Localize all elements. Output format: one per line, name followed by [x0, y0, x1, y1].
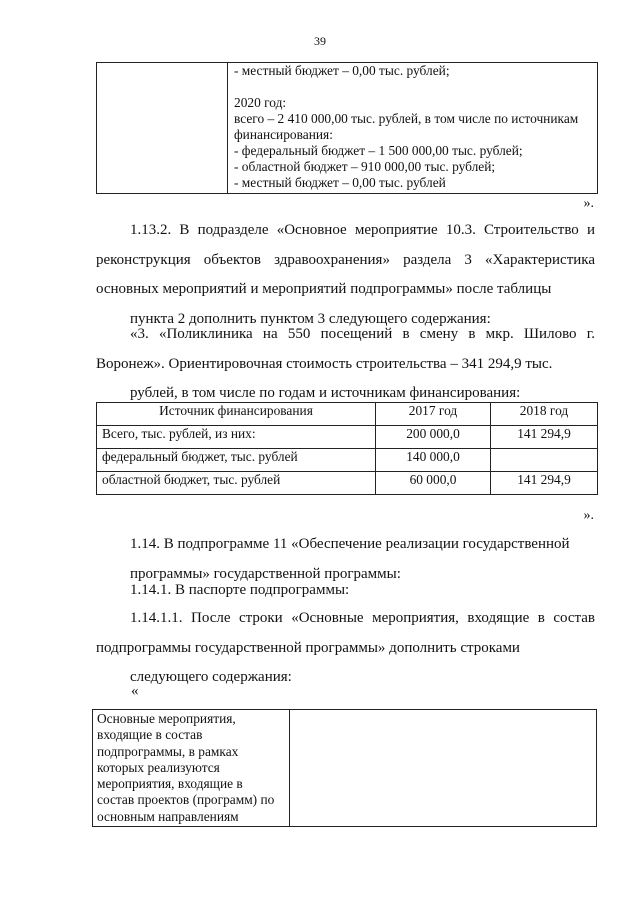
passport-row-value [290, 710, 597, 827]
paragraph-1-14-1-1-text: 1.14.1.1. После строки «Основные мероприятия, входящие в состав подпрограммы государственной программы» дополнить строками [96, 610, 595, 656]
header-2018: 2018 год [491, 403, 598, 426]
page-number: 39 [314, 34, 326, 48]
passport-row-label [93, 710, 290, 827]
passport-row-table [92, 709, 597, 827]
total-2020-line-cont: финансирования: [234, 127, 333, 142]
total-2020-line: всего – 2 410 000,00 тыс. рублей, в том числе по источникам [234, 111, 579, 126]
value-2017: 60 000,0 [376, 472, 491, 495]
paragraph-item-3-last: рублей, в том числе по годам и источникам финансирования: [130, 385, 521, 401]
label-line: которых реализуются [97, 759, 220, 775]
paragraph-1-14-text: 1.14. В подпрограмме 11 «Обеспечение реализации государственной [130, 536, 570, 552]
clinic-funding-table [96, 402, 598, 495]
funding-table-continuation [96, 62, 598, 194]
regional-2020-line: - областной бюджет – 910 000,00 тыс. рублей; [234, 159, 496, 174]
paragraph-1-14-1-1-last: следующего содержания: [130, 669, 292, 685]
paragraph-1-14-1-1 [96, 604, 595, 693]
paragraph-1-14-1: 1.14.1. В паспорте подпрограммы: [130, 582, 350, 598]
value-2018: 141 294,9 [491, 472, 598, 495]
closing-quote-2: ». [583, 508, 594, 523]
paragraph-item-3 [96, 320, 595, 409]
header-2017: 2017 год [376, 403, 491, 426]
value-2017: 140 000,0 [376, 449, 491, 472]
closing-quote: ». [583, 196, 594, 211]
value-2018 [491, 449, 598, 472]
row-label: Всего, тыс. рублей, из них: [97, 426, 376, 449]
row-label: областной бюджет, тыс. рублей [97, 472, 376, 495]
label-line: мероприятия, входящие в [97, 776, 243, 792]
label-line: Основные мероприятия, [97, 711, 236, 726]
value-2017: 200 000,0 [376, 426, 491, 449]
table-row [97, 426, 598, 449]
paragraph-1-13-2-last: пункта 2 дополнить пунктом 3 следующего содержания: [130, 310, 491, 327]
paragraph-1-14-last: программы» государственной программы: [130, 565, 401, 582]
label-line: подпрограммы, в рамках [97, 743, 239, 759]
label-line: основным направлениям [97, 808, 239, 824]
label-line: состав проектов (программ) по [97, 792, 275, 808]
table-row [97, 472, 598, 495]
opening-quote: « [131, 683, 139, 699]
local-2020-line: - местный бюджет – 0,00 тыс. рублей [234, 175, 446, 190]
local-budget-2019-line: - местный бюджет – 0,00 тыс. рублей; [234, 63, 450, 78]
paragraph-1-13-2 [96, 216, 595, 334]
year-2020-label: 2020 год: [234, 95, 287, 110]
label-line: входящие в состав [97, 727, 203, 743]
federal-2020-line: - федеральный бюджет – 1 500 000,00 тыс. рублей; [234, 143, 523, 158]
header-source: Источник финансирования [97, 403, 376, 426]
table-row [97, 449, 598, 472]
value-2018: 141 294,9 [491, 426, 598, 449]
funding-details-cell [228, 63, 598, 194]
row-label: федеральный бюджет, тыс. рублей [97, 449, 376, 472]
empty-label-cell [97, 63, 228, 194]
paragraph-item-3-text: «3. «Поликлиника на 550 посещений в смену в мкр. Шилово г. Воронеж». Ориентировочная стоимость строительства – 341 294,9 тыс. [96, 326, 595, 372]
paragraph-1-13-2-text: 1.13.2. В подразделе «Основное мероприятие 10.3. Строительство и реконструкция объектов здравоохранения» раздела 3 «Характеристика основных мероприятий и мероприятий подпрограммы» после таблицы [96, 222, 595, 297]
